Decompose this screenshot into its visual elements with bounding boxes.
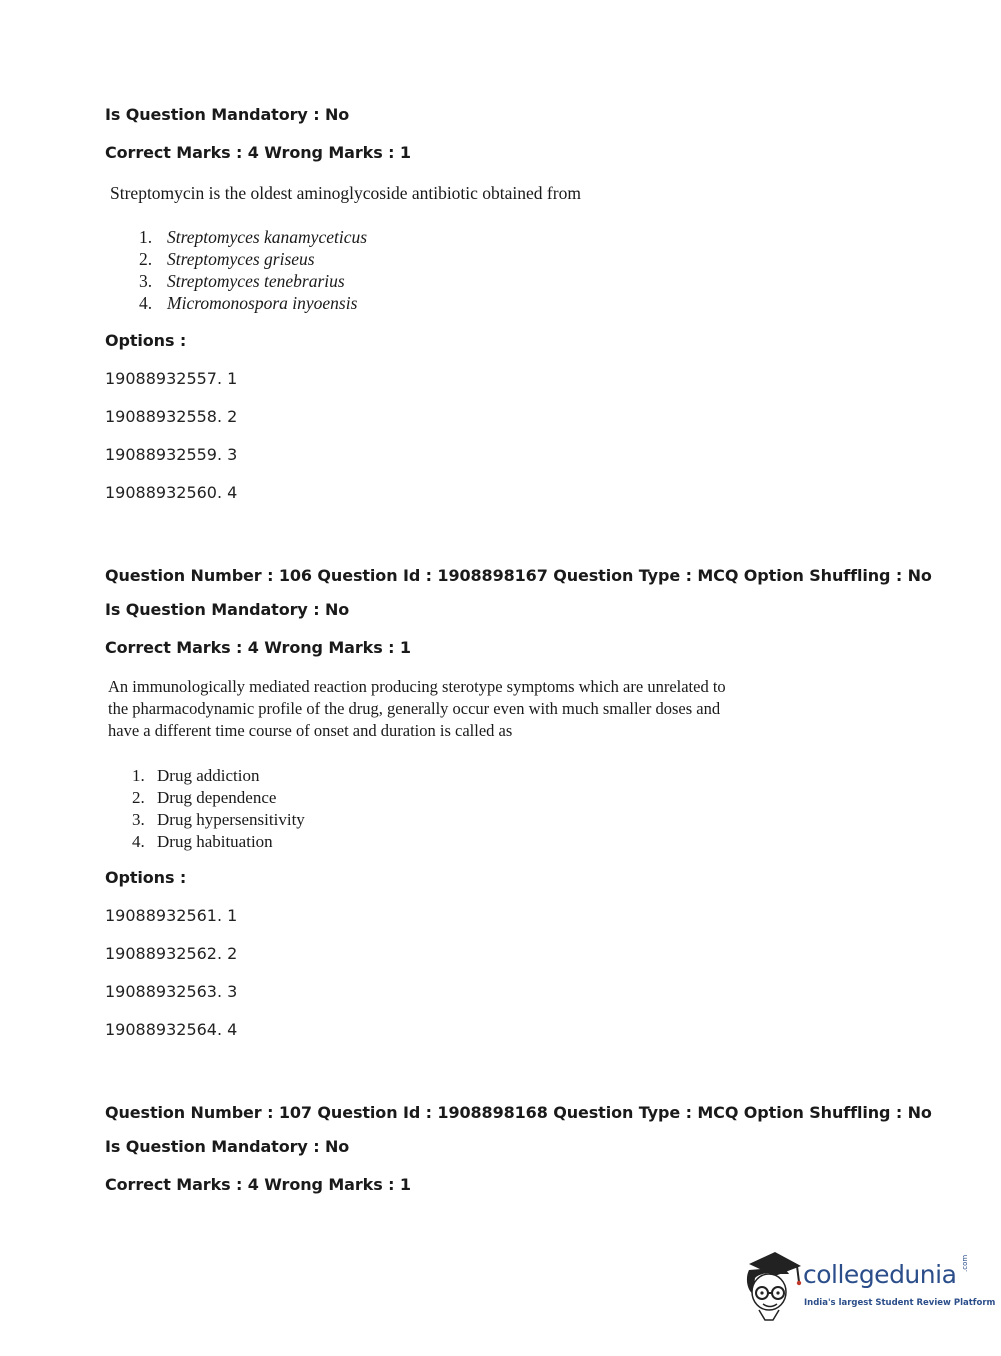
- choice-text: Drug addiction: [157, 766, 260, 785]
- choice-item: [139, 292, 367, 314]
- option-item: 19088932559. 3: [105, 445, 238, 464]
- logo-tagline: India's largest Student Review Platform: [804, 1298, 996, 1308]
- question-line: An immunologically mediated reaction producing sterotype symptoms which are unrelated to: [108, 677, 726, 696]
- marks-label-q106: Correct Marks : 4 Wrong Marks : 1: [105, 638, 411, 657]
- question-header-q106: Question Number : 106 Question Id : 1908898167 Question Type : MCQ Option Shuffling : No: [105, 566, 932, 585]
- choice-text: Drug habituation: [157, 832, 273, 851]
- option-item: 19088932563. 3: [105, 982, 238, 1001]
- option-item: 19088932564. 4: [105, 1020, 238, 1039]
- choice-list-q106: [132, 765, 305, 853]
- collegedunia-logo: [741, 1248, 996, 1322]
- choice-text: Streptomyces griseus: [167, 249, 315, 269]
- choice-item: [132, 787, 305, 809]
- choice-list-q105: [139, 226, 367, 314]
- marks-label-q105: Correct Marks : 4 Wrong Marks : 1: [105, 143, 411, 162]
- marks-label-q107: Correct Marks : 4 Wrong Marks : 1: [105, 1175, 411, 1194]
- choice-text: Drug dependence: [157, 788, 277, 807]
- question-header-q107: Question Number : 107 Question Id : 1908898168 Question Type : MCQ Option Shuffling : No: [105, 1103, 932, 1122]
- options-label-q106: Options :: [105, 868, 187, 887]
- options-label-q105: Options :: [105, 331, 187, 350]
- logo-com-suffix: .com: [961, 1254, 969, 1272]
- choice-item: [139, 226, 367, 248]
- choice-number: 1.: [139, 227, 153, 247]
- logo-wordmark: collegedunia: [803, 1260, 957, 1289]
- option-item: 19088932562. 2: [105, 944, 238, 963]
- question-text-q106: [108, 676, 726, 742]
- question-line: the pharmacodynamic profile of the drug, generally occur even with much smaller doses and: [108, 699, 721, 718]
- question-text-q105: [110, 182, 581, 204]
- choice-text: Drug hypersensitivity: [157, 810, 305, 829]
- option-item: 19088932561. 1: [105, 906, 238, 925]
- choice-number: 4.: [132, 832, 145, 851]
- option-item: 19088932560. 4: [105, 483, 238, 502]
- choice-item: [132, 831, 305, 853]
- mascot-icon: [741, 1248, 803, 1322]
- choice-text: Streptomyces kanamyceticus: [167, 227, 368, 247]
- choice-number: 3.: [139, 271, 153, 291]
- choice-number: 2.: [139, 249, 153, 269]
- choice-text: Streptomyces tenebrarius: [167, 271, 345, 291]
- mandatory-label-q107: Is Question Mandatory : No: [105, 1137, 350, 1156]
- mandatory-label-q105: Is Question Mandatory : No: [105, 105, 350, 124]
- choice-number: 2.: [132, 788, 145, 807]
- question-line: Streptomycin is the oldest aminoglycoside antibiotic obtained from: [110, 183, 581, 203]
- question-line: have a different time course of onset and duration is called as: [108, 721, 513, 740]
- choice-item: [139, 248, 367, 270]
- choice-item: [132, 765, 305, 787]
- choice-item: [139, 270, 367, 292]
- choice-number: 1.: [132, 766, 145, 785]
- choice-number: 3.: [132, 810, 145, 829]
- choice-item: [132, 809, 305, 831]
- mandatory-label-q106: Is Question Mandatory : No: [105, 600, 350, 619]
- option-item: 19088932558. 2: [105, 407, 238, 426]
- choice-number: 4.: [139, 293, 153, 313]
- option-item: 19088932557. 1: [105, 369, 238, 388]
- choice-text: Micromonospora inyoensis: [167, 293, 358, 313]
